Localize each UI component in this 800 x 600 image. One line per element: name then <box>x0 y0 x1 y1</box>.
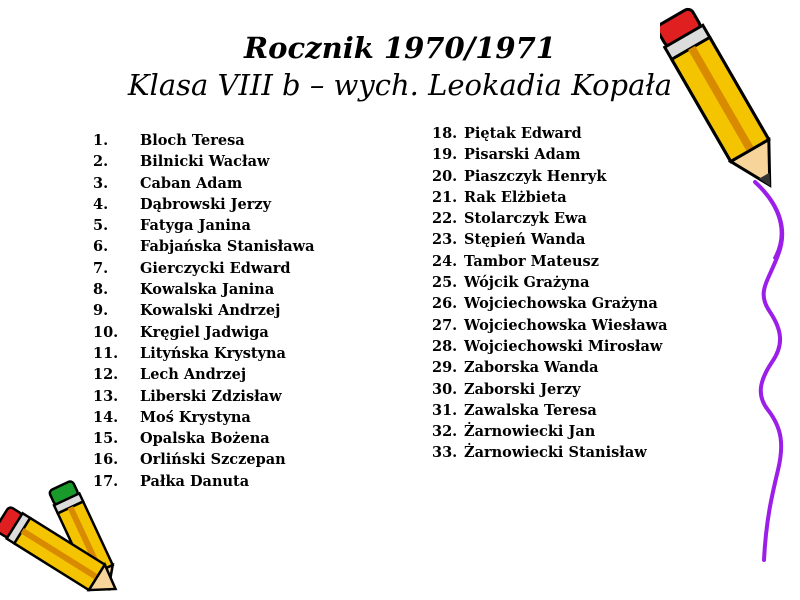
student-number: 5. <box>93 217 109 235</box>
student-list-left <box>93 130 315 492</box>
student-number: 14. <box>93 408 119 426</box>
student-list-item <box>93 130 315 151</box>
student-name: Stępień Wanda <box>464 231 586 249</box>
student-list-item <box>432 187 668 208</box>
student-number: 8. <box>93 281 109 299</box>
student-list-item <box>93 236 315 257</box>
student-number: 17. <box>93 472 119 490</box>
student-list-right <box>432 123 668 464</box>
student-name: Rak Elżbieta <box>464 188 567 206</box>
student-name: Wojciechowska Grażyna <box>464 295 658 313</box>
student-name: Wójcik Grażyna <box>464 274 590 292</box>
student-list-item <box>93 343 315 364</box>
student-name: Pałka Danuta <box>140 472 250 490</box>
student-list-item <box>93 449 315 470</box>
student-list-item <box>93 173 315 194</box>
student-name: Piętak Edward <box>464 125 582 142</box>
student-list-item <box>432 379 668 400</box>
student-name: Żarnowiecki Jan <box>464 423 596 441</box>
student-name: Moś Krystyna <box>140 408 251 426</box>
student-name: Fabjańska Stanisława <box>140 238 315 256</box>
student-name: Zaborski Jerzy <box>464 380 581 398</box>
student-number: 9. <box>93 302 109 320</box>
student-list-item <box>93 258 315 279</box>
student-number: 18. <box>432 125 458 142</box>
student-number: 23. <box>432 231 458 249</box>
student-name: Bilnicki Wacław <box>140 153 270 171</box>
student-number: 21. <box>432 188 458 206</box>
student-name: Dąbrowski Jerzy <box>140 195 272 213</box>
student-name: Żarnowiecki Stanisław <box>464 444 647 462</box>
student-name: Liberski Zdzisław <box>140 387 282 405</box>
student-name: Pisarski Adam <box>464 146 581 164</box>
student-list-item <box>93 279 315 300</box>
student-number: 28. <box>432 337 458 355</box>
pencil-with-scribble-icon <box>660 0 800 570</box>
student-number: 16. <box>93 451 119 469</box>
student-name: Orliński Szczepan <box>140 451 286 469</box>
student-number: 32. <box>432 423 458 441</box>
student-list-item <box>432 293 668 314</box>
student-list-item <box>432 229 668 250</box>
student-list-item <box>432 251 668 272</box>
student-number: 12. <box>93 366 119 384</box>
student-list-item <box>432 442 668 463</box>
student-number: 25. <box>432 274 458 292</box>
student-number: 6. <box>93 238 109 256</box>
student-number: 1. <box>93 132 109 149</box>
student-number: 11. <box>93 344 119 362</box>
student-name: Opalska Bożena <box>140 430 270 448</box>
student-number: 27. <box>432 316 458 334</box>
student-number: 2. <box>93 153 109 171</box>
student-list-item <box>93 407 315 428</box>
student-name: Caban Adam <box>140 174 243 192</box>
student-list-item <box>93 151 315 172</box>
student-list-item <box>93 300 315 321</box>
student-number: 19. <box>432 146 458 164</box>
student-number: 31. <box>432 401 458 419</box>
student-list-item <box>93 428 315 449</box>
student-name: Piaszczyk Henryk <box>464 167 607 185</box>
student-number: 33. <box>432 444 458 462</box>
student-list-item <box>93 364 315 385</box>
student-number: 4. <box>93 195 109 213</box>
student-number: 24. <box>432 252 458 270</box>
student-list-item <box>432 166 668 187</box>
student-name: Kowalska Janina <box>140 281 275 299</box>
student-name: Fatyga Janina <box>140 217 251 235</box>
student-name: Gierczycki Edward <box>140 259 291 277</box>
student-list-item <box>432 144 668 165</box>
student-list-item <box>93 194 315 215</box>
student-list-item <box>432 400 668 421</box>
student-name: Wojciechowska Wiesława <box>464 316 668 334</box>
student-number: 15. <box>93 430 119 448</box>
student-name: Lech Andrzej <box>140 366 247 384</box>
student-list-item <box>432 357 668 378</box>
student-number: 22. <box>432 210 458 228</box>
student-list-item <box>432 421 668 442</box>
student-name: Tambor Mateusz <box>464 252 599 270</box>
student-number: 7. <box>93 259 109 277</box>
title-class: Klasa VIII b – wych. Leokadia Kopała <box>127 68 673 102</box>
student-name: Kowalski Andrzej <box>140 302 281 320</box>
student-number: 10. <box>93 323 119 341</box>
student-number: 13. <box>93 387 119 405</box>
student-list-item <box>432 336 668 357</box>
student-name: Kręgiel Jadwiga <box>140 323 269 341</box>
student-list-item <box>93 386 315 407</box>
student-list-item <box>432 208 668 229</box>
student-number: 30. <box>432 380 458 398</box>
student-name: Stolarczyk Ewa <box>464 210 587 228</box>
student-number: 3. <box>93 174 109 192</box>
student-number: 20. <box>432 167 458 185</box>
student-list-item <box>432 123 668 144</box>
student-name: Lityńska Krystyna <box>140 344 286 362</box>
student-list-item <box>432 272 668 293</box>
student-list-item <box>93 322 315 343</box>
student-name: Zaborska Wanda <box>464 359 599 377</box>
student-name: Wojciechowski Mirosław <box>464 337 663 355</box>
student-name: Zawalska Teresa <box>464 401 597 419</box>
title-year: Rocznik 1970/1971 <box>244 31 556 65</box>
student-list-item <box>93 215 315 236</box>
student-number: 29. <box>432 359 458 377</box>
student-number: 26. <box>432 295 458 313</box>
student-name: Bloch Teresa <box>140 132 245 149</box>
student-list-item <box>432 315 668 336</box>
crossed-pencils-icon <box>0 480 130 598</box>
